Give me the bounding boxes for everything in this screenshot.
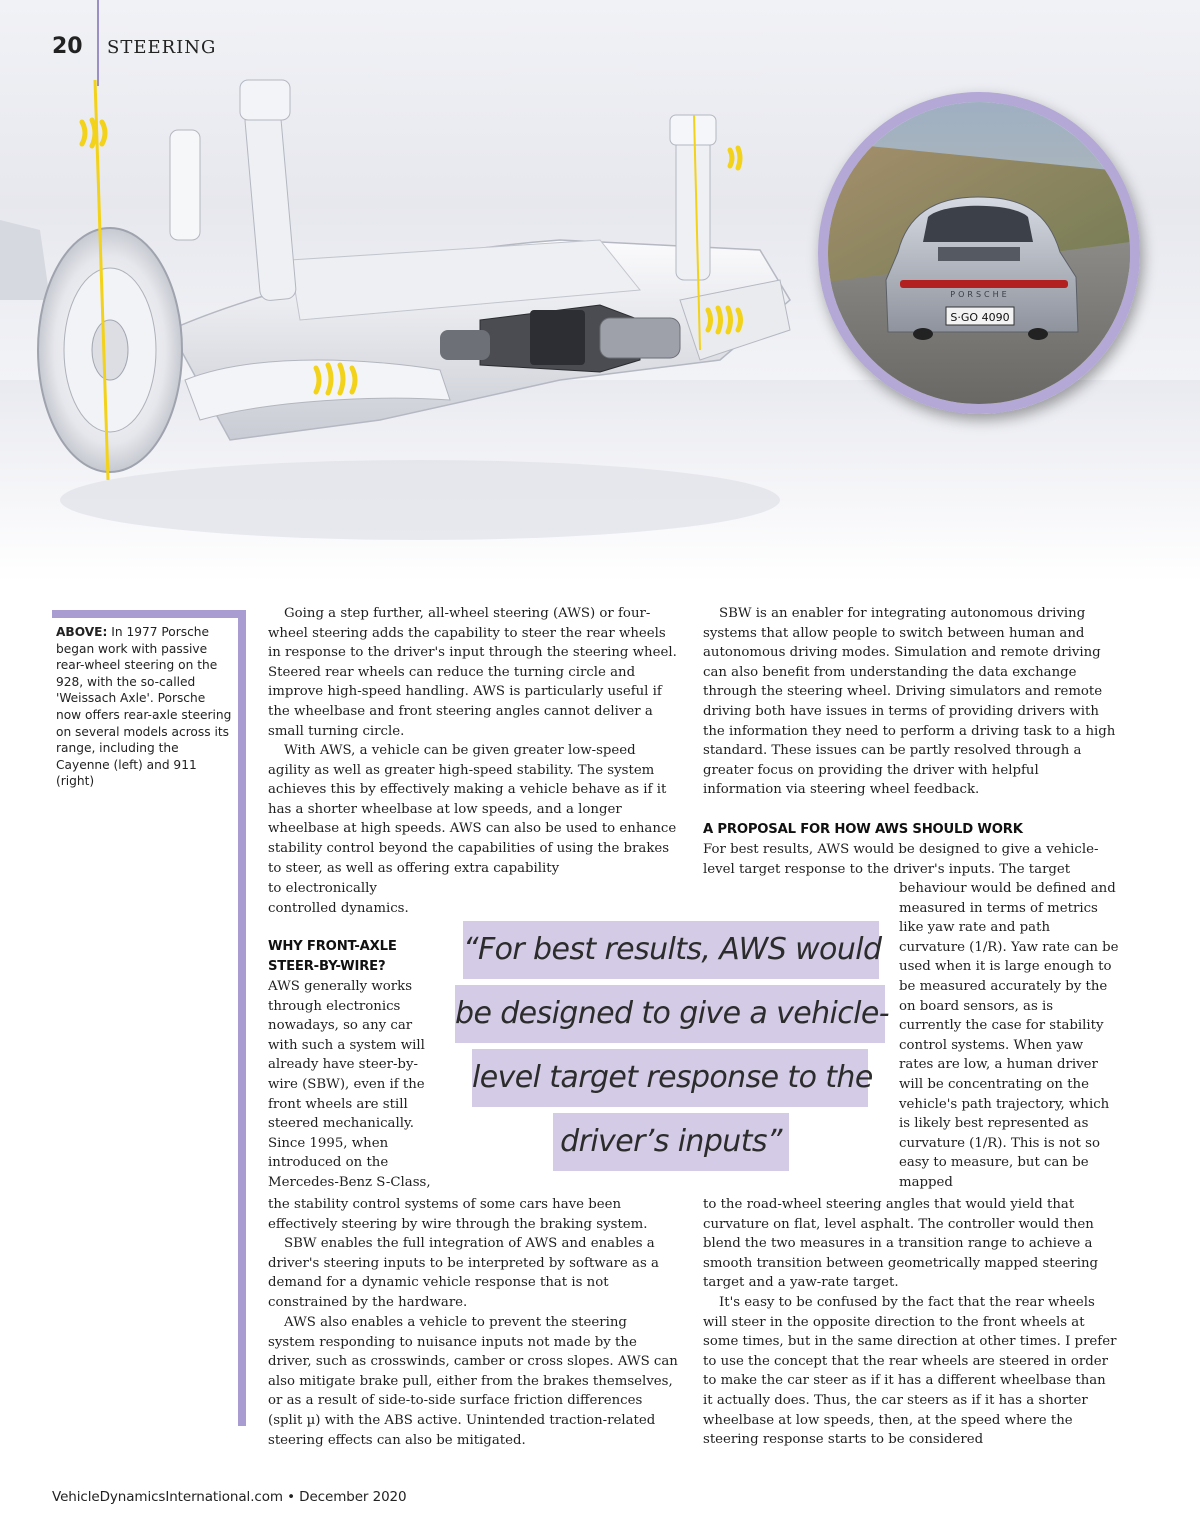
col2-paragraph-3: It's easy to be confused by the fact that the rear wheels will steer in the opposite direction to the front wheels at some times, but in the same direction at other times. I prefer to use the concept that the rear wheels are steered in order to make the car steer as if it has a different wheelbase than it actually does. Thus, the car steers as if it has a shorter wheelbase at low speeds, then, at the speed where the steering response starts to be considered (703, 1295, 1117, 1448)
brand-lettering: PORSCHE (950, 290, 1010, 299)
col1-paragraph-5: AWS also enables a vehicle to prevent the steering system responding to nuisance inputs not made by the driver, such as crosswinds, camber or cross slopes. AWS can also mitigate brake pull, either from the brakes themselves, or as a result of side-to-side surface friction differences (split µ) with the ABS active. Unintended traction-related steering effects can also be mitigated. (268, 1315, 678, 1448)
caption-label: ABOVE: (56, 625, 108, 639)
caption-body: In 1977 Porsche began work with passive rear-wheel steering on the 928, with the so-called 'Weissach Axle'. Porsche now offers rear-axle steering on several models across its range, including the Cayenne (left) and 911 (right) (56, 625, 232, 789)
col2-paragraph-1: SBW is an enabler for integrating autonomous driving systems that allow people to switch between human and autonomous driving modes. Simulation and remote driving can also benefit from understanding the data exchange through the steering wheel. Driving simulators and remote driving both have issues in terms of providing drivers with the information they need to perform a driving task to a high standard. These issues can be partly resolved through a greater focus on providing the driver with helpful information via steering wheel feedback. (703, 606, 1116, 798)
section-title: STEERING (107, 37, 217, 58)
pull-quote-line-1: “For best results, AWS would (463, 921, 879, 979)
col1-paragraph-2-end: to electronically controlled dynamics. (268, 881, 409, 916)
subhead-front-axle-sbw: WHY FRONT-AXLE STEER-BY-WIRE? (268, 939, 397, 974)
caption-box (52, 610, 246, 1426)
col2-paragraph-2: For best results, AWS would be designed to give a vehicle-level target response to the driver's inputs. The target (703, 842, 1099, 877)
page-number: 20 (52, 34, 83, 59)
col1-paragraph-1: Going a step further, all-wheel steering (AWS) or four-wheel steering adds the capability to steer the rear wheels in response to the driver's input through the steering wheel. Steered rear wheels can reduce the turning circle and improve high-speed handling. AWS is particularly useful if the wheelbase and front steering angles cannot deliver a small turning circle. (268, 606, 677, 739)
col1-paragraph-3-cont: the stability control systems of some cars have been effectively steering by wire through the braking system. (268, 1197, 648, 1232)
pull-quote-line-3: level target response to the (472, 1049, 868, 1107)
car-photo-art (828, 102, 1130, 404)
porsche-911-photo (818, 92, 1140, 414)
col1-paragraph-2: With AWS, a vehicle can be given greater low-speed agility as well as greater high-speed stability. The system achieves this by effectively making a vehicle behave as if it has a shorter wheelbase at low speeds, and a longer wheelbase at high speeds. AWS can also be used to enhance stability control beyond the capabilities of using the brakes to steer, as well as offering extra capability (268, 743, 677, 876)
footer-credit: VehicleDynamicsInternational.com • December 2020 (52, 1489, 407, 1505)
photo-caption (56, 624, 232, 790)
col1-paragraph-4: SBW enables the full integration of AWS and enables a driver's steering inputs to be interpreted by software as a demand for a dynamic vehicle response that is not constrained by the hardware. (268, 1236, 659, 1310)
header-divider (97, 0, 99, 86)
hero-illustration (0, 0, 1200, 582)
subhead-aws-proposal: A PROPOSAL FOR HOW AWS SHOULD WORK (703, 822, 1023, 837)
col2-paragraph-2-narrow: behaviour would be defined and measured in terms of metrics like yaw rate and path curvature (1/R). Yaw rate can be used when it is large enough to be measured accurately by the on board sensors, as is currently the case for stability control systems. When yaw rates are low, a human driver will be concentrating on the vehicle's path trajectory, which is likely best represented as curvature (1/R). This is not so easy to measure, but can be mapped (899, 881, 1119, 1190)
col1-paragraph-3: AWS generally works through electronics nowadays, so any car with such a system will already have steer-by-wire (SBW), even if the front wheels are still steered mechanically. Since 1995, when introduced on the Mercedes-Benz S-Class, (268, 979, 431, 1190)
pull-quote-line-4: driver’s inputs” (553, 1113, 789, 1171)
license-plate-text: S·GO 4090 (950, 311, 1010, 324)
col2-paragraph-2-end: to the road-wheel steering angles that would yield that curvature on flat, level asphalt. The controller would then blend the two measures in a transition range to achieve a smooth transition between geometrically mapped steering target and a yaw-rate target. (703, 1197, 1099, 1291)
pull-quote-line-2: be designed to give a vehicle- (455, 985, 885, 1043)
